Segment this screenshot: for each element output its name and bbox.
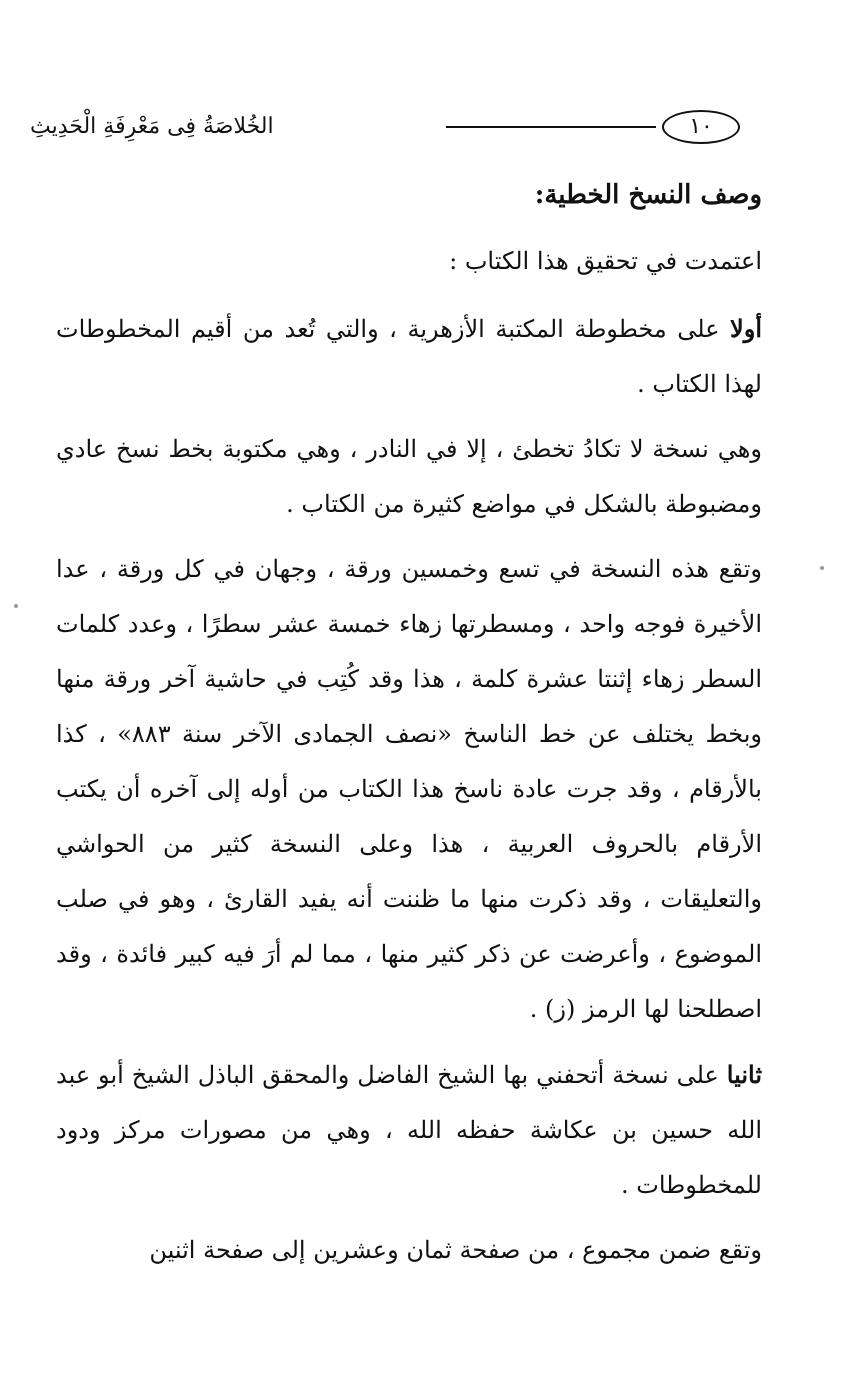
lead-in-second: ثانيا (726, 1060, 762, 1089)
paragraph-location: وتقع ضمن مجموع ، من صفحة ثمان وعشرين إلى صفحة اثنين (149, 1236, 762, 1264)
running-header (30, 104, 740, 150)
paragraph-first-text: على مخطوطة المكتبة الأزهرية ، والتي تُعد من أقيم المخطوطات لهذا الكتاب . (56, 315, 762, 398)
body-text (56, 170, 762, 1278)
page-number-oval (662, 110, 740, 144)
paragraph-first-manuscript (56, 301, 762, 412)
running-title: الخُلاصَةُ فِى مَعْرِفَةِ الْحَدِيثِ (30, 114, 274, 139)
paragraph-details: وتقع هذه النسخة في تسع وخمسين ورقة ، وجهان في كل ورقة ، عدا الأخيرة فوجه واحد ، ومسطرتها زهاء خمسة عشر سطرًا ، وعدد كلمات السطر زهاء إثنتا عشرة كلمة ، هذا وقد كُتِب في حاشية آخر ورقة منها وبخط يختلف عن خط الناسخ «نصف الجمادى الآخر سنة ٨٨٣» ، كذا بالأرقام ، وقد جرت عادة ناسخ هذا الكتاب من أوله إلى آخره أن يكتب الأرقام بالحروف العربية ، هذا وعلى النسخة كثير من الحواشي والتعليقات ، وقد ذكرت منها ما ظننت أنه يفيد القارئ ، وهو في صلب الموضوع ، وأعرضت عن ذكر كثير منها ، مما لم أرَ فيه كبير فائدة ، وقد اصطلحنا لها الرمز (ز) . (56, 555, 762, 1023)
scan-speck (14, 604, 18, 608)
paragraph-intro: اعتمدت في تحقيق هذا الكتاب : (449, 247, 762, 275)
header-rule (446, 126, 656, 128)
paragraph-second-text: على نسخة أتحفني بها الشيخ الفاضل والمحقق الباذل الشيخ أبو عبد الله حسين بن عكاشة حفظه الله ، وهي من مصورات مركز ودود للمخطوطات . (56, 1061, 762, 1199)
scan-speck (820, 566, 824, 570)
paragraph-second-manuscript (56, 1047, 762, 1213)
page-number: ١٠ (689, 114, 713, 139)
section-heading: وصف النسخ الخطية: (534, 180, 762, 210)
lead-in-first: أولا (730, 314, 762, 343)
paragraph-description: وهي نسخة لا تكادُ تخطئ ، إلا في النادر ، وهي مكتوبة بخط نسخ عادي ومضبوطة بالشكل في مواضع كثيرة من الكتاب . (56, 435, 762, 518)
